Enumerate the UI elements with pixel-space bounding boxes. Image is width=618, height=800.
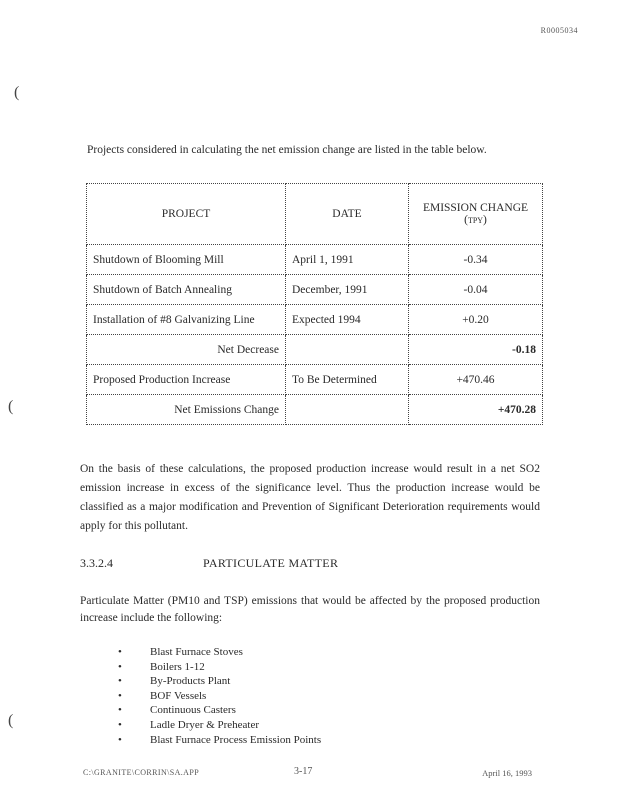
footer-file-path: C:\GRANITE\CORRIN\SA.APP [83, 768, 200, 777]
net-change-value: +470.28 [409, 395, 543, 425]
list-item-text: BOF Vessels [150, 689, 207, 702]
bullet-icon: • [118, 675, 122, 688]
page-number: 3-17 [294, 766, 313, 777]
list-item-text: Ladle Dryer & Preheater [150, 718, 260, 731]
list-item [118, 660, 321, 675]
change-cell: +470.46 [409, 365, 543, 395]
header-emission-change: EMISSION CHANGE (tpy) [409, 184, 543, 245]
table-row [87, 275, 543, 305]
date-cell: April 1, 1991 [286, 245, 409, 275]
date-cell: To Be Determined [286, 365, 409, 395]
list-item-text: Blast Furnace Stoves [150, 646, 243, 658]
list-item-text: By-Products Plant [150, 675, 231, 688]
bullet-icon: • [118, 660, 122, 673]
margin-mark: ( [14, 84, 20, 101]
bullet-icon: • [118, 704, 122, 717]
project-cell: Installation of #8 Galvanizing Line [87, 305, 286, 335]
list-item [118, 733, 321, 748]
list-item [118, 645, 321, 660]
table-row [87, 305, 543, 335]
margin-mark: ( [8, 398, 14, 415]
emission-sources-list [118, 645, 321, 747]
date-cell: Expected 1994 [286, 305, 409, 335]
section-title: PARTICULATE MATTER [203, 556, 339, 570]
emission-table [86, 183, 543, 425]
net-change-label: Net Emissions Change [87, 395, 286, 425]
net-decrease-row [87, 335, 543, 365]
list-item-text: Boilers 1-12 [150, 660, 205, 673]
document-id: R0005034 [540, 26, 578, 35]
net-decrease-label: Net Decrease [87, 335, 286, 365]
intro-text: Projects considered in calculating the net emission change are listed in the table below. [87, 144, 487, 156]
list-item-text: Continuous Casters [150, 704, 236, 717]
bullet-icon: • [118, 733, 122, 746]
change-cell: -0.34 [409, 245, 543, 275]
margin-mark: ( [8, 712, 14, 729]
project-cell: Proposed Production Increase [87, 365, 286, 395]
list-item [118, 674, 321, 689]
change-cell: +0.20 [409, 305, 543, 335]
particulate-paragraph: Particulate Matter (PM10 and TSP) emissions that would be affected by the proposed production increase include the following: [80, 595, 540, 624]
bullet-icon: • [118, 718, 122, 731]
list-item [118, 689, 321, 704]
conclusion-paragraph: On the basis of these calculations, the proposed production increase would result in a net SO2 emission increase in excess of the significance level. Thus the production increase would be classified as a major modification and Prevention of Significant Deterioration requirements would apply for this pollutant. [80, 463, 540, 532]
net-decrease-value: -0.18 [409, 335, 543, 365]
table-row [87, 245, 543, 275]
list-item [118, 718, 321, 733]
header-project: PROJECT [87, 184, 286, 245]
empty-cell [286, 395, 409, 425]
footer-date: April 16, 1993 [482, 768, 532, 778]
list-item-text: Blast Furnace Process Emission Points [150, 733, 322, 746]
header-date: DATE [286, 184, 409, 245]
date-cell: December, 1991 [286, 275, 409, 305]
net-change-row [87, 395, 543, 425]
change-cell: -0.04 [409, 275, 543, 305]
project-cell: Shutdown of Batch Annealing [87, 275, 286, 305]
bullet-icon: • [118, 689, 122, 702]
empty-cell [286, 335, 409, 365]
table-header-row [87, 184, 543, 245]
bullet-icon: • [118, 646, 122, 658]
project-cell: Shutdown of Blooming Mill [87, 245, 286, 275]
proposed-row [87, 365, 543, 395]
list-item [118, 703, 321, 718]
section-number: 3.3.2.4 [80, 556, 113, 570]
